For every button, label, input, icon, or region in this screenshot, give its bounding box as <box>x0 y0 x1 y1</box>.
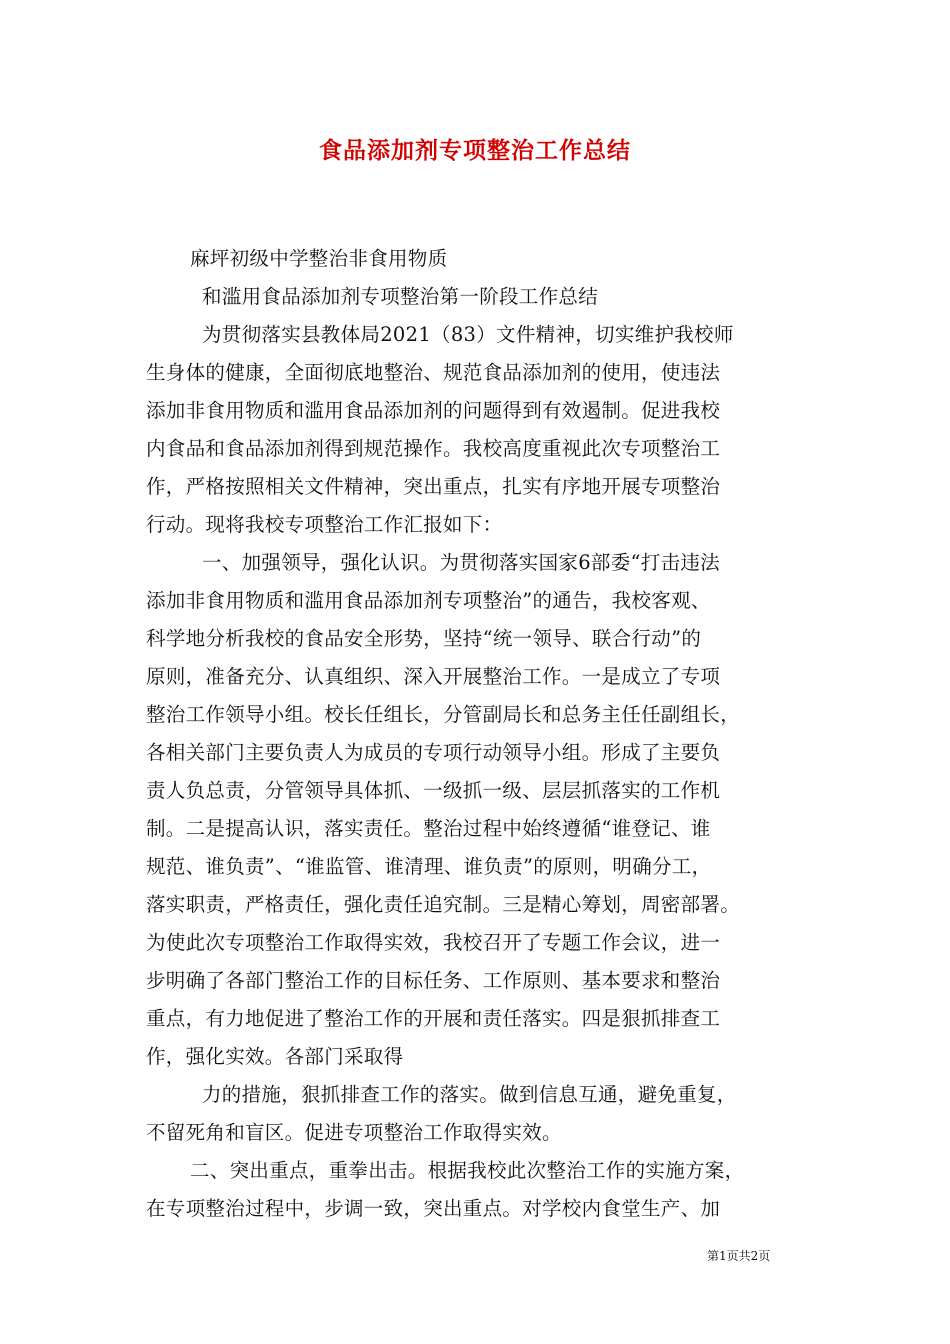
text-line: 和滥用食品添加剂专项整治第一阶段工作总结 <box>202 285 599 308</box>
text-line: 责人负总责，分管领导具体抓、一级抓一级、层层抓落实的工作机 <box>146 779 721 802</box>
text-line: 内食品和食品添加剂得到规范操作。我校高度重视此次专项整治工 <box>146 437 721 460</box>
document-title: 食品添加剂专项整治工作总结 <box>319 137 631 164</box>
text-line: 为贯彻落实县教体局2021（83）文件精神，切实维护我校师 <box>202 323 734 346</box>
text-line: 行动。现将我校专项整治工作汇报如下： <box>146 513 503 536</box>
text-line: 制。二是提高认识，落实责任。整治过程中始终遵循“谁登记、谁 <box>146 817 711 840</box>
text-line: 添加非食用物质和滥用食品添加剂的问题得到有效遏制。促进我校 <box>146 399 721 422</box>
text-line: 生身体的健康，全面彻底地整治、规范食品添加剂的使用，使违法 <box>146 361 721 384</box>
text-line: 力的措施，狠抓排查工作的落实。做到信息互通，避免重复， <box>202 1083 737 1106</box>
text-line: 为使此次专项整治工作取得实效，我校召开了专题工作会议，进一 <box>146 931 721 954</box>
text-line: 重点，有力地促进了整治工作的开展和责任落实。四是狠抓排查工 <box>146 1007 721 1030</box>
text-line: 添加非食用物质和滥用食品添加剂专项整治”的通告，我校客观、 <box>146 589 711 612</box>
text-line: 原则，准备充分、认真组织、深入开展整治工作。一是成立了专项 <box>146 665 721 688</box>
text-line: 在专项整治过程中，步调一致，突出重点。对学校内食堂生产、加 <box>146 1197 721 1220</box>
text-line: 科学地分析我校的食品安全形势，坚持“统一领导、联合行动”的 <box>146 627 702 650</box>
text-line: 各相关部门主要负责人为成员的专项行动领导小组。形成了主要负 <box>146 741 721 764</box>
text-line: 规范、谁负责”、“谁监管、谁清理、谁负责”的原则，明确分工， <box>146 855 712 878</box>
text-line: 麻坪初级中学整治非食用物质 <box>190 247 448 270</box>
text-line: 作，强化实效。各部门采取得 <box>146 1045 404 1068</box>
text-line: 整治工作领导小组。校长任组长，分管副局长和总务主任任副组长， <box>146 703 741 726</box>
text-line: 一、加强领导，强化认识。为贯彻落实国家6部委“打击违法 <box>202 551 720 574</box>
text-line: 不留死角和盲区。促进专项整治工作取得实效。 <box>146 1121 562 1144</box>
text-line: 步明确了各部门整治工作的目标任务、工作原则、基本要求和整治 <box>146 969 721 992</box>
text-line: 二、突出重点，重拳出击。根据我校此次整治工作的实施方案， <box>190 1159 745 1182</box>
text-line: 落实职责，严格责任，强化责任追究制。三是精心筹划，周密部署。 <box>146 893 741 916</box>
page-number: 第1页共2页 <box>707 1249 771 1263</box>
text-line: 作，严格按照相关文件精神，突出重点，扎实有序地开展专项整治 <box>146 475 721 498</box>
